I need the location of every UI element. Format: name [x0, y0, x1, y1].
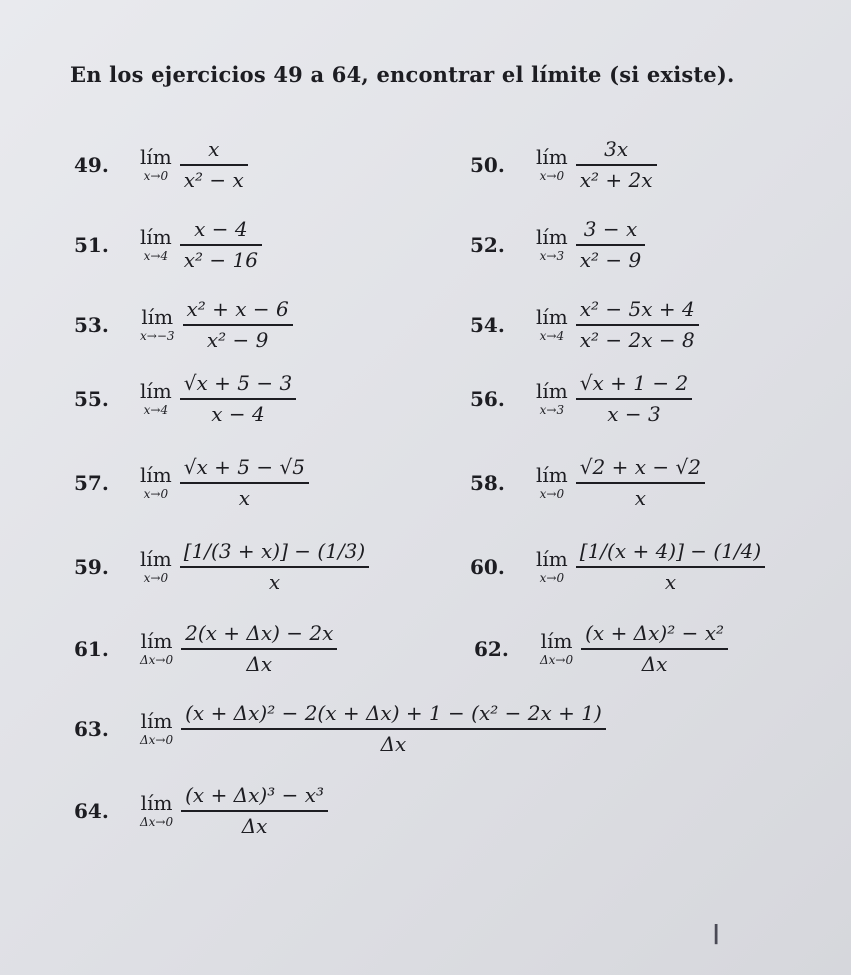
limit-subscript: x→−3	[140, 329, 175, 344]
denominator: x	[634, 485, 646, 510]
limit-subscript: x→4	[143, 249, 169, 264]
lim-word: lím	[141, 305, 174, 330]
lim-word: lím	[140, 379, 172, 404]
limit-operator	[140, 793, 173, 828]
lim-word: lím	[140, 791, 173, 816]
denominator: x	[664, 569, 677, 594]
limit-subscript: Δx→0	[140, 815, 174, 830]
lim-word: lím	[140, 463, 172, 488]
exercise-number: 61.	[74, 636, 109, 661]
numerator: (x + Δx)² − x²	[585, 621, 724, 645]
numerator: (x + Δx)² − 2(x + Δx) + 1 − (x² − 2x + 1)	[185, 701, 602, 725]
denominator: x	[238, 485, 250, 510]
limit-operator	[536, 227, 568, 262]
limit-subscript: x→0	[143, 487, 169, 502]
lim-word: lím	[540, 629, 573, 654]
limit-operator	[140, 147, 172, 182]
exercise-number: 63.	[74, 716, 109, 741]
fraction	[181, 622, 337, 676]
page-title: En los ejercicios 49 a 64, encontrar el límite (si existe).	[70, 62, 735, 87]
limit-subscript: x→0	[143, 169, 169, 184]
numerator: x² + x − 6	[186, 297, 289, 321]
denominator: x² − x	[183, 167, 244, 192]
exercise-63	[74, 702, 606, 756]
exercise-54	[470, 298, 699, 352]
exercise-number: 54.	[470, 312, 505, 337]
lim-word: lím	[140, 547, 172, 572]
exercise-number: 57.	[74, 470, 109, 495]
limit-subscript: x→3	[539, 249, 565, 264]
limit-subscript: x→4	[539, 329, 565, 344]
numerator: x² − 5x + 4	[579, 297, 695, 321]
denominator: x − 4	[211, 401, 265, 426]
denominator: x − 3	[607, 401, 661, 426]
limit-operator	[140, 549, 172, 584]
lim-word: lím	[536, 305, 568, 330]
exercise-61	[74, 622, 337, 676]
limit-subscript: x→3	[539, 403, 565, 418]
numerator: √x + 1 − 2	[579, 371, 689, 395]
fraction	[581, 622, 728, 676]
limit-subscript: x→0	[539, 571, 565, 586]
fraction	[180, 540, 369, 594]
limit-operator	[536, 549, 568, 584]
exercise-55	[74, 372, 296, 426]
fraction	[576, 540, 765, 594]
lim-word: lím	[140, 629, 173, 654]
numerator: 2(x + Δx) − 2x	[185, 621, 334, 645]
exercise-53	[74, 298, 293, 352]
lim-word: lím	[536, 145, 568, 170]
exercise-number: 64.	[74, 798, 109, 823]
exercise-number: 53.	[74, 312, 109, 337]
exercise-number: 50.	[470, 152, 505, 177]
lim-word: lím	[140, 225, 172, 250]
fraction	[181, 784, 328, 838]
exercise-number: 56.	[470, 386, 505, 411]
fraction	[180, 456, 309, 510]
exercise-number: 62.	[474, 636, 509, 661]
fraction	[576, 218, 646, 272]
lim-word: lím	[140, 709, 173, 734]
lim-word: lím	[536, 379, 568, 404]
limit-operator	[536, 307, 568, 342]
exercise-58	[470, 456, 705, 510]
exercise-57	[74, 456, 309, 510]
limit-operator	[140, 711, 173, 746]
denominator: Δx	[241, 813, 268, 838]
limit-operator	[536, 381, 568, 416]
fraction	[180, 218, 262, 272]
denominator: Δx	[641, 651, 668, 676]
exercise-number: 55.	[74, 386, 109, 411]
denominator: x² − 16	[183, 247, 258, 272]
denominator: x² − 2x − 8	[579, 327, 695, 352]
numerator: (x + Δx)³ − x³	[185, 783, 324, 807]
limit-subscript: Δx→0	[140, 733, 174, 748]
exercise-49	[74, 138, 248, 192]
exercise-number: 51.	[74, 232, 109, 257]
limit-subscript: x→0	[143, 571, 169, 586]
limit-operator	[140, 381, 172, 416]
exercise-number: 60.	[470, 554, 505, 579]
limit-subscript: x→0	[539, 169, 565, 184]
denominator: Δx	[380, 731, 407, 756]
limit-operator	[536, 465, 568, 500]
denominator: x² + 2x	[579, 167, 653, 192]
exercise-51	[74, 218, 262, 272]
numerator: x	[208, 137, 220, 161]
numerator: 3 − x	[583, 217, 638, 241]
exercise-number: 58.	[470, 470, 505, 495]
exercise-62	[474, 622, 728, 676]
exercise-59	[74, 540, 369, 594]
numerator: √x + 5 − √5	[183, 455, 305, 479]
limit-operator	[140, 465, 172, 500]
lim-word: lím	[140, 145, 172, 170]
text-cursor-icon: I	[712, 918, 721, 951]
exercise-number: 59.	[74, 554, 109, 579]
limit-subscript: x→4	[143, 403, 169, 418]
exercise-number: 49.	[74, 152, 109, 177]
numerator: x − 4	[194, 217, 248, 241]
exercise-50	[470, 138, 657, 192]
fraction	[181, 702, 606, 756]
denominator: x	[268, 569, 281, 594]
lim-word: lím	[536, 225, 568, 250]
limit-subscript: x→0	[539, 487, 565, 502]
denominator: Δx	[246, 651, 273, 676]
fraction	[180, 372, 296, 426]
exercise-64	[74, 784, 328, 838]
exercise-60	[470, 540, 765, 594]
numerator: 3x	[604, 137, 629, 161]
numerator: [1/(x + 4)] − (1/4)	[579, 539, 762, 563]
lim-word: lím	[536, 463, 568, 488]
fraction	[576, 138, 657, 192]
limit-subscript: Δx→0	[140, 653, 174, 668]
denominator: x² − 9	[206, 327, 269, 352]
limit-operator	[140, 307, 175, 342]
denominator: x² − 9	[579, 247, 642, 272]
limit-operator	[540, 631, 573, 666]
limit-operator	[140, 227, 172, 262]
exercise-number: 52.	[470, 232, 505, 257]
fraction	[183, 298, 293, 352]
fraction	[576, 456, 705, 510]
exercise-56	[470, 372, 692, 426]
numerator: [1/(3 + x)] − (1/3)	[183, 539, 366, 563]
fraction	[576, 298, 699, 352]
fraction	[576, 372, 692, 426]
numerator: √x + 5 − 3	[183, 371, 293, 395]
exercise-52	[470, 218, 645, 272]
lim-word: lím	[536, 547, 568, 572]
fraction	[180, 138, 248, 192]
limit-operator	[140, 631, 173, 666]
numerator: √2 + x − √2	[579, 455, 701, 479]
limit-operator	[536, 147, 568, 182]
limit-subscript: Δx→0	[540, 653, 574, 668]
